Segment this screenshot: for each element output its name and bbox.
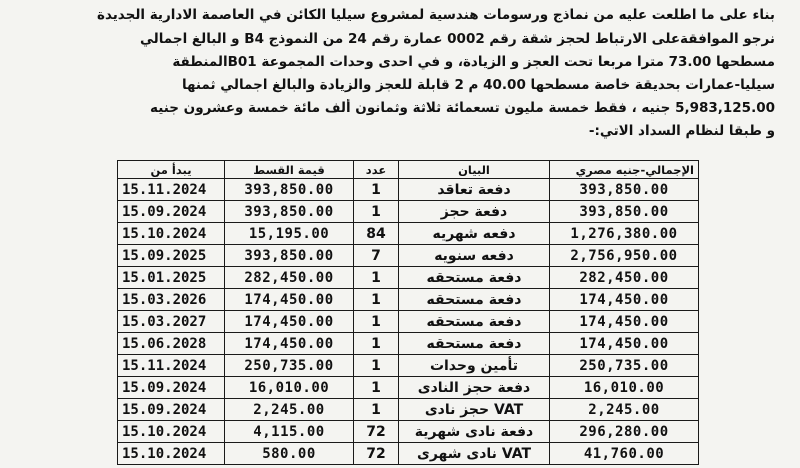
- intro-line-4: سيليا-عمارات بحديقة خاصة مسطحها 40.00 م 2 قابلة للعجز والزيادة والبالغ اجمالي ثمنها: [181, 77, 775, 93]
- header-installment-amount: قيمة القسط: [225, 161, 354, 179]
- cell-start-date: 15.03.2027: [118, 311, 225, 333]
- cell-total: 296,280.00: [550, 421, 699, 443]
- header-count: عدد: [354, 161, 399, 179]
- cell-count: 72: [354, 421, 399, 443]
- cell-total: 174,450.00: [550, 289, 699, 311]
- cell-total: 16,010.00: [550, 377, 699, 399]
- cell-description: دفعة حجز النادى: [399, 377, 550, 399]
- cell-description: دفعة حجز: [399, 201, 550, 223]
- cell-description: دفعة تعاقد: [399, 179, 550, 201]
- cell-installment-amount: 174,450.00: [225, 333, 354, 355]
- cell-installment-amount: 393,850.00: [225, 201, 354, 223]
- cell-description: دفعة مستحقه: [399, 267, 550, 289]
- cell-start-date: 15.09.2024: [118, 399, 225, 421]
- cell-total: 2,756,950.00: [550, 245, 699, 267]
- table-row: [118, 289, 699, 311]
- cell-installment-amount: 4,115.00: [225, 421, 354, 443]
- cell-start-date: 15.03.2026: [118, 289, 225, 311]
- cell-count: 1: [354, 355, 399, 377]
- cell-installment-amount: 174,450.00: [225, 289, 354, 311]
- cell-installment-amount: 174,450.00: [225, 311, 354, 333]
- cell-description: دفعه سنويه: [399, 245, 550, 267]
- cell-installment-amount: 393,850.00: [225, 245, 354, 267]
- table-row: [118, 201, 699, 223]
- cell-start-date: 15.10.2024: [118, 223, 225, 245]
- cell-start-date: 15.06.2028: [118, 333, 225, 355]
- cell-installment-amount: 16,010.00: [225, 377, 354, 399]
- cell-description: تأمين وحدات: [399, 355, 550, 377]
- table-row: [118, 443, 699, 465]
- table-row: [118, 311, 699, 333]
- table-row: [118, 421, 699, 443]
- cell-installment-amount: 282,450.00: [225, 267, 354, 289]
- cell-count: 1: [354, 333, 399, 355]
- cell-start-date: 15.10.2024: [118, 421, 225, 443]
- table-row: [118, 245, 699, 267]
- cell-description: دفعة مستحقه: [399, 333, 550, 355]
- cell-total: 174,450.00: [550, 333, 699, 355]
- cell-description: دفعة نادى شهرية: [399, 421, 550, 443]
- cell-total: 174,450.00: [550, 311, 699, 333]
- cell-total: 393,850.00: [550, 179, 699, 201]
- cell-description: دفعة مستحقه: [399, 311, 550, 333]
- cell-count: 1: [354, 377, 399, 399]
- cell-total: 41,760.00: [550, 443, 699, 465]
- cell-total: 250,735.00: [550, 355, 699, 377]
- cell-start-date: 15.11.2024: [118, 355, 225, 377]
- cell-count: 1: [354, 311, 399, 333]
- cell-total: 393,850.00: [550, 201, 699, 223]
- cell-start-date: 15.01.2025: [118, 267, 225, 289]
- intro-line-3: مسطحها 73.00 مترا مربعا تحت العجز و الزيادة، و في احدى وحدات المجموعة B01المنطقة: [172, 54, 775, 70]
- table-row: [118, 267, 699, 289]
- header-start-date: يبدأ من: [118, 161, 225, 179]
- cell-count: 1: [354, 201, 399, 223]
- cell-count: 7: [354, 245, 399, 267]
- intro-line-5: 5,983,125.00 جنيه ، فقط خمسة مليون تسعمائة ثلاثة وثمانون ألف مائة خمسة وعشرون جنيه: [150, 100, 775, 116]
- table-row: [118, 377, 699, 399]
- intro-line-2: نرجو الموافقةعلى الارتباط لحجز شقة رقم 0002 عمارة رقم 24 من النموذج B4 و البالغ اجمالي: [140, 31, 775, 47]
- intro-line-1: بناء على ما اطلعت عليه من نماذج ورسومات هندسية لمشروع سيليا الكائن في العاصمة الادارية الجديدة: [96, 7, 775, 23]
- cell-count: 1: [354, 267, 399, 289]
- cell-count: 1: [354, 179, 399, 201]
- intro-line-6: و طبقا لنظام السداد الاتي:-: [588, 123, 775, 139]
- cell-count: 1: [354, 289, 399, 311]
- cell-start-date: 15.11.2024: [118, 179, 225, 201]
- cell-count: 72: [354, 443, 399, 465]
- table-row: [118, 179, 699, 201]
- header-description: البيان: [399, 161, 550, 179]
- cell-description: دفعة مستحقه: [399, 289, 550, 311]
- payment-schedule-table: [117, 160, 699, 465]
- cell-start-date: 15.10.2024: [118, 443, 225, 465]
- cell-installment-amount: 250,735.00: [225, 355, 354, 377]
- cell-description: VAT حجز نادى: [399, 399, 550, 421]
- cell-description: دفعه شهريه: [399, 223, 550, 245]
- table-row: [118, 355, 699, 377]
- cell-total: 282,450.00: [550, 267, 699, 289]
- cell-description: VAT نادى شهرى: [399, 443, 550, 465]
- table-row: [118, 399, 699, 421]
- cell-installment-amount: 393,850.00: [225, 179, 354, 201]
- table-row: [118, 223, 699, 245]
- cell-start-date: 15.09.2025: [118, 245, 225, 267]
- header-total: الإجمالي-جنيه مصري: [550, 161, 699, 179]
- cell-start-date: 15.09.2024: [118, 377, 225, 399]
- table-row: [118, 333, 699, 355]
- cell-installment-amount: 15,195.00: [225, 223, 354, 245]
- cell-count: 1: [354, 399, 399, 421]
- table-header-row: [118, 161, 699, 179]
- cell-count: 84: [354, 223, 399, 245]
- cell-total: 2,245.00: [550, 399, 699, 421]
- cell-installment-amount: 2,245.00: [225, 399, 354, 421]
- cell-total: 1,276,380.00: [550, 223, 699, 245]
- cell-installment-amount: 580.00: [225, 443, 354, 465]
- cell-start-date: 15.09.2024: [118, 201, 225, 223]
